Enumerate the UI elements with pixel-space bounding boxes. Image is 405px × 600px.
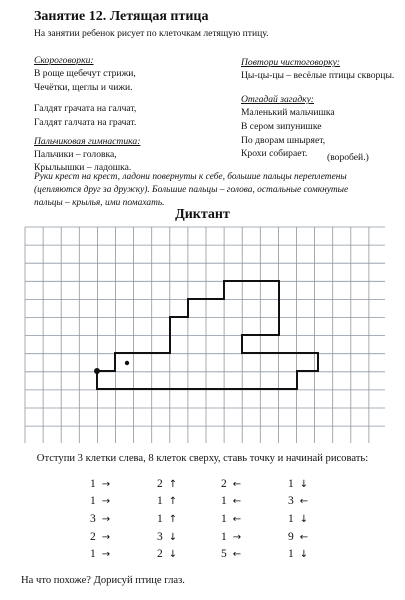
repeat-line: Цы-цы-цы – весёлые птицы скворцы.	[241, 70, 395, 81]
arrow-down-icon: ↓	[168, 548, 178, 560]
arrow-right-icon: →	[101, 531, 111, 543]
command-count: 1	[157, 513, 163, 525]
command-count: 1	[221, 495, 227, 507]
tongue-twister-line: Галдят грачата на галчат,	[34, 103, 137, 114]
riddle-line: Крохи собирает.	[241, 148, 308, 159]
tongue-twister-line: Чечётки, щеглы и чижи.	[34, 82, 133, 93]
command-count: 2	[157, 548, 163, 560]
arrow-up-icon: ↑	[168, 513, 178, 525]
arrow-down-icon: ↓	[168, 531, 178, 543]
command-count: 3	[90, 513, 96, 525]
command-count: 1	[157, 495, 163, 507]
arrow-up-icon: ↑	[168, 478, 178, 490]
repeat-label: Повтори чистоговорку:	[241, 57, 340, 68]
start-dot	[94, 368, 100, 374]
command-count: 3	[288, 495, 294, 507]
arrow-right-icon: →	[232, 531, 242, 543]
finger-gym-label: Пальчиковая гимнастика:	[34, 136, 141, 147]
command-count: 1	[288, 548, 294, 560]
finger-gym-instruction: Руки крест на крест, ладони повернуты к себе, большие пальцы переплетены	[34, 172, 347, 182]
grid-lines	[25, 227, 385, 443]
arrow-down-icon: ↓	[299, 513, 309, 525]
arrow-left-icon: ←	[299, 495, 309, 507]
riddle-line: Маленький мальчишка	[241, 107, 335, 118]
dictation-heading: Диктант	[175, 207, 230, 222]
command-count: 5	[221, 548, 227, 560]
arrow-right-icon: →	[101, 495, 111, 507]
arrow-right-icon: →	[101, 513, 111, 525]
page-title: Занятие 12. Летящая птица	[34, 9, 209, 24]
arrow-up-icon: ↑	[168, 495, 178, 507]
riddle-answer: (воробей.)	[327, 152, 369, 163]
arrow-left-icon: ←	[232, 495, 242, 507]
bird-eye	[125, 361, 129, 365]
riddle-line: В сером зипунишке	[241, 121, 322, 132]
tongue-twister-line: В роще щебечут стрижи,	[34, 68, 136, 79]
finger-gym-line: Крыльышки – ладошка.	[34, 162, 132, 173]
tongue-twister-line: Галдят галчата на грачат.	[34, 117, 137, 128]
command-count: 1	[90, 478, 96, 490]
arrow-left-icon: ←	[232, 478, 242, 490]
command-count: 1	[90, 548, 96, 560]
dictation-instruction: Отступи 3 клетки слева, 8 клеток сверху, ставь точку и начинай рисовать:	[36, 453, 369, 464]
command-count: 1	[221, 513, 227, 525]
intro-text: На занятии ребенок рисует по клеточкам летящую птицу.	[34, 28, 269, 39]
arrow-left-icon: ←	[299, 531, 309, 543]
command-count: 1	[90, 495, 96, 507]
finger-gym-instruction: (цепляются друг за дружку). Большие пальцы – голова, остальные сомкнутые	[34, 185, 349, 195]
arrow-down-icon: ↓	[299, 478, 309, 490]
command-count: 2	[90, 531, 96, 543]
command-count: 1	[288, 478, 294, 490]
bird-outline	[97, 281, 318, 389]
riddle-label: Отгадай загадку:	[241, 94, 314, 105]
finger-gym-line: Пальчики – головка,	[34, 149, 117, 160]
arrow-down-icon: ↓	[299, 548, 309, 560]
arrow-right-icon: →	[101, 548, 111, 560]
command-count: 2	[221, 478, 227, 490]
tongue-twisters-label: Скороговорки:	[34, 55, 94, 66]
command-count: 3	[157, 531, 163, 543]
command-count: 9	[288, 531, 294, 543]
command-count: 1	[221, 531, 227, 543]
arrow-left-icon: ←	[232, 548, 242, 560]
arrow-right-icon: →	[101, 478, 111, 490]
finger-gym-instruction: пальцы – крылья, ими помахать.	[34, 198, 165, 208]
arrow-left-icon: ←	[232, 513, 242, 525]
command-count: 1	[288, 513, 294, 525]
command-count: 2	[157, 478, 163, 490]
riddle-line: По дворам шныряет,	[241, 135, 326, 146]
footer-question: На что похоже? Дорисуй птице глаз.	[21, 575, 185, 586]
